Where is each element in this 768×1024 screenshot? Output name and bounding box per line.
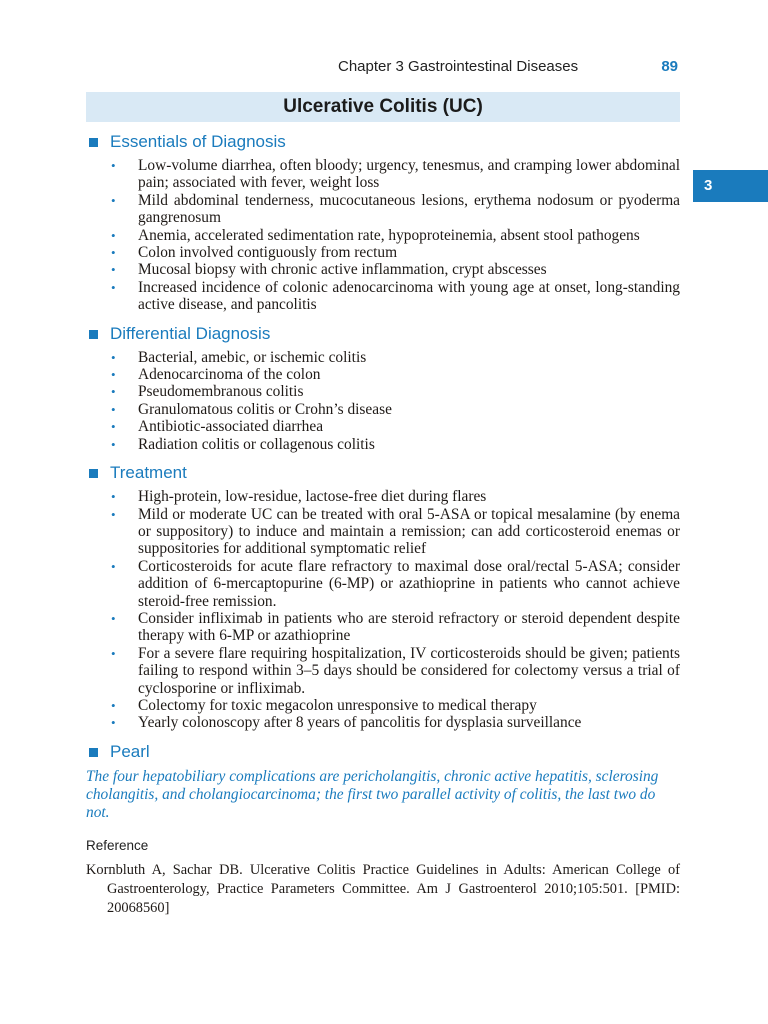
section-heading-differential: Differential Diagnosis <box>86 324 680 346</box>
bullet-icon: • <box>111 245 116 261</box>
square-bullet-icon <box>89 330 98 339</box>
bullet-icon: • <box>111 715 116 731</box>
bullet-icon: • <box>111 401 116 417</box>
pearl-text: The four hepatobiliary complications are pericholangitis, chronic active hepatitis, sclerosing cholangitis, and cholangiocarcinoma; the first two parallel activity of colitis, the last two do not. <box>86 767 659 821</box>
bullet-icon: • <box>111 367 116 383</box>
bullet-icon: • <box>111 489 116 505</box>
list-item: • Radiation colitis or collagenous colitis <box>111 435 375 453</box>
bullet-icon: • <box>111 349 116 365</box>
list-item: • Consider infliximab in patients who are steroid refractory or steroid dependent despite therapy with 6-MP or azathioprine <box>111 609 680 645</box>
list-item: • For a severe flare requiring hospitalization, IV corticosteroids should be given; patients failing to respond within 3–5 days should be considered for colectomy versus a trial of cyclosporine or infliximab. <box>111 644 680 697</box>
bullet-icon: • <box>111 610 116 626</box>
square-bullet-icon <box>89 469 98 478</box>
list-item: • Adenocarcinoma of the colon <box>111 366 321 384</box>
bullet-icon: • <box>111 279 116 295</box>
square-bullet-icon <box>89 748 98 757</box>
bullet-icon: • <box>111 227 116 243</box>
list-item: • Colon involved contiguously from rectum <box>111 244 398 262</box>
bullet-icon: • <box>111 697 116 713</box>
list-item: • Bacterial, amebic, or ischemic colitis <box>111 348 367 366</box>
section-heading-pearl: Pearl <box>86 742 680 764</box>
square-bullet-icon <box>89 138 98 147</box>
page-title: Ulcerative Colitis (UC) <box>86 92 680 122</box>
reference-heading: Reference <box>86 837 149 853</box>
bullet-icon: • <box>111 262 116 278</box>
reference-citation: Kornbluth A, Sachar DB. Ulcerative Colitis Practice Guidelines in Adults: American College of Gastroenterology, Practice Parameters Committee. Am J Gastroenterol 2010;105:501. [PMID: 20068560] <box>86 861 680 916</box>
section-heading-treatment: Treatment <box>86 463 680 485</box>
differential-list <box>86 349 680 453</box>
bullet-icon: • <box>111 192 116 208</box>
bullet-icon: • <box>111 436 116 452</box>
bullet-icon: • <box>111 645 116 661</box>
essentials-list <box>86 157 680 314</box>
treatment-list <box>86 488 680 732</box>
list-item: • Colectomy for toxic megacolon unresponsive to medical therapy <box>111 696 537 714</box>
list-item: • High-protein, low-residue, lactose-free diet during flares <box>111 488 487 506</box>
bullet-icon: • <box>111 419 116 435</box>
main-content <box>86 132 680 918</box>
list-item: • Antibiotic-associated diarrhea <box>111 418 324 436</box>
bullet-icon: • <box>111 384 116 400</box>
chapter-tab[interactable]: 3 <box>693 170 768 202</box>
section-heading-essentials: Essentials of Diagnosis <box>86 132 680 154</box>
bullet-icon: • <box>111 506 116 522</box>
chapter-title: Chapter 3 Gastrointestinal Diseases <box>338 58 579 75</box>
bullet-icon: • <box>111 558 116 574</box>
running-head <box>338 58 680 78</box>
page-number: 89 <box>661 58 678 75</box>
list-item: • Mild abdominal tenderness, mucocutaneous lesions, erythema nodosum or pyoderma gangrenosum <box>111 191 680 227</box>
list-item: • Increased incidence of colonic adenocarcinoma with young age at onset, long-standing active disease, and pancolitis <box>111 278 680 314</box>
bullet-icon: • <box>111 158 116 173</box>
list-item: • Anemia, accelerated sedimentation rate, hypoproteinemia, absent stool pathogens <box>111 226 640 244</box>
list-item: • Granulomatous colitis or Crohn’s disease <box>111 400 392 418</box>
list-item: • Low-volume diarrhea, often bloody; urgency, tenesmus, and cramping lower abdominal pain; associated with fever, weight loss <box>111 157 680 192</box>
list-item: • Yearly colonoscopy after 8 years of pancolitis for dysplasia surveillance <box>111 714 582 732</box>
list-item: • Corticosteroids for acute flare refractory to maximal dose oral/rectal 5-ASA; consider addition of 6-mercaptopurine (6-MP) or azathioprine in patients who cannot achieve steroid-free remission. <box>111 557 680 610</box>
list-item: • Mild or moderate UC can be treated with oral 5-ASA or topical mesalamine (by enema or suppository) to induce and maintain a remission; can add corticosteroid enemas or suppositories for additional symptomatic relief <box>111 505 680 558</box>
list-item: • Mucosal biopsy with chronic active inflammation, crypt abscesses <box>111 261 547 279</box>
list-item: • Pseudomembranous colitis <box>111 383 304 401</box>
